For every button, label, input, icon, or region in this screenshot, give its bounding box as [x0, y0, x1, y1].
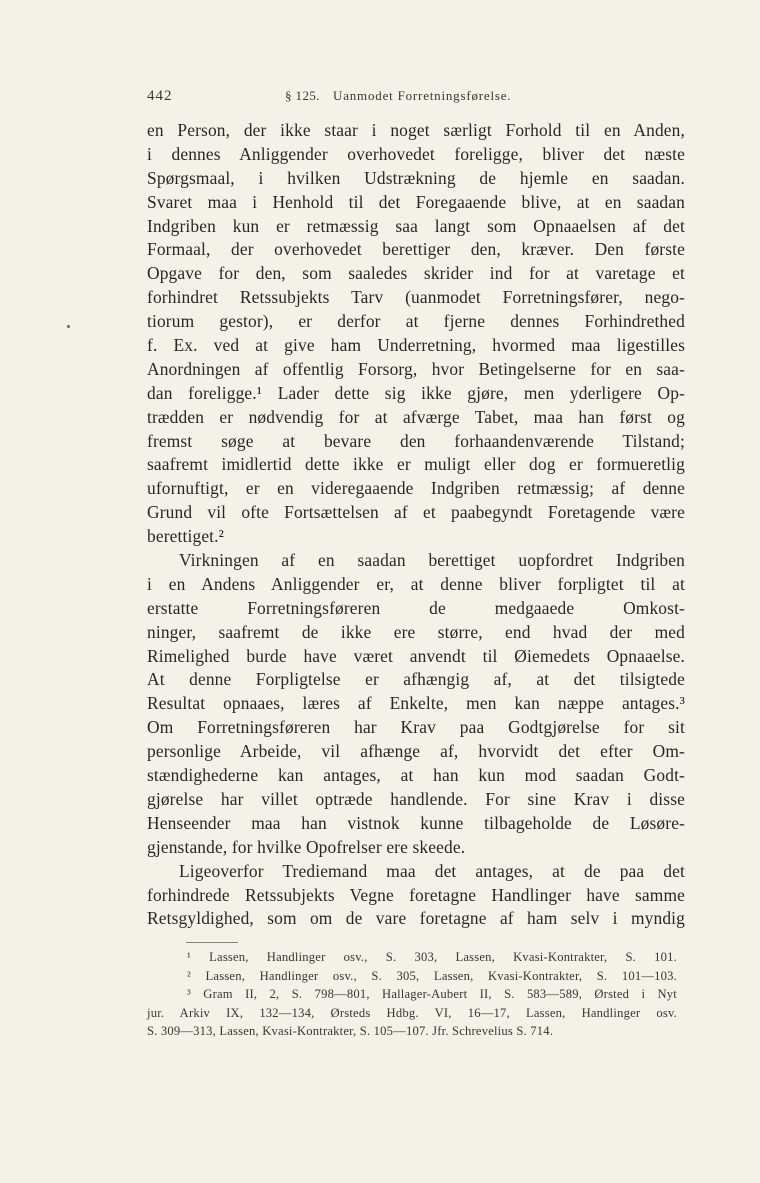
text-line: Formaal, der overhovedet berettiger den, kræver. Den første [147, 239, 685, 260]
text-line: Svaret maa i Henhold til det Foregaaende blive, at en saadan [147, 191, 685, 212]
text-line: berettiget.² [147, 526, 225, 547]
text-line: Om Forretningsføreren har Krav paa Godtgjørelse for sit [147, 717, 685, 738]
text-line: tiorum gestor), er derfor at fjerne dennes Forhindrethed [147, 311, 685, 332]
page-number: 442 [147, 88, 173, 104]
text-line: gjenstande, for hvilke Opofrelser ere skeede. [147, 836, 466, 857]
text-line: Retsgyldighed, som om de vare foretagne af ham selv i myndig [147, 908, 685, 929]
text-line: forhindrede Retssubjekts Vegne foretagne Handlinger have samme [147, 884, 685, 905]
margin-dot [67, 325, 70, 328]
text-line: stændighederne kan antages, at han kun mod saadan Godt- [147, 765, 685, 786]
running-header [147, 86, 658, 110]
text-line: At denne Forpligtelse er afhængig af, at det tilsigtede [147, 669, 685, 690]
footnote-1: ¹ Lassen, Handlinger osv., S. 303, Lassen, Kvasi-Kontrakter, S. 101. [187, 950, 677, 964]
running-title: Uanmodet Forretningsførelse. [333, 88, 512, 103]
text-line: i en Andens Anliggender er, at denne bliver forpligtet til at [147, 573, 685, 594]
text-line: Resultat opnaaes, læres af Enkelte, men kan næppe antages.³ [147, 693, 685, 714]
text-line: i dennes Anliggender overhovedet foreligge, bliver det næste [147, 143, 685, 164]
text-line: erstatte Forretningsføreren de medgaaede Omkost- [147, 597, 685, 618]
section-number: § 125. [285, 88, 320, 103]
footnote-2: ² Lassen, Handlinger osv., S. 305, Lassen, Kvasi-Kontrakter, S. 101—103. [187, 968, 677, 983]
text-line: Indgriben kun er retmæssig saa langt som Opnaaelsen af det [147, 215, 685, 236]
footnote-3-cont: S. 309—313, Lassen, Kvasi-Kontrakter, S. 105—107. Jfr. Schrevelius S. 714. [147, 1024, 554, 1039]
text-line: Spørgsmaal, i hvilken Udstrækning de hjemle en saadan. [147, 167, 685, 188]
text-line: Rimelighed burde have været anvendt til Øiemedets Opnaaelse. [147, 645, 685, 666]
text-line: Anordningen af offentlig Forsorg, hvor Betingelserne for en saa- [147, 358, 685, 379]
text-line: trædden er nødvendig for at afværge Tabet, maa han først og [147, 406, 685, 427]
text-line: Grund vil ofte Fortsættelsen af et paabegyndt Foretagende være [147, 502, 685, 523]
text-line: forhindret Retssubjekts Tarv (uanmodet Forretningsfører, nego- [147, 287, 685, 308]
text-line: gjørelse har villet optræde handlende. For sine Krav i disse [147, 788, 685, 809]
text-line: saafremt imidlertid dette ikke er muligt eller dog er formueretlig [147, 454, 685, 475]
footnote-3-cont: jur. Arkiv IX, 132—134, Ørsteds Hdbg. VI, 16—17, Lassen, Handlinger osv. [147, 1005, 677, 1020]
text-line: f. Ex. ved at give ham Underretning, hvormed maa ligestilles [147, 335, 685, 356]
text-line: fremst søge at bevare den forhaandenværende Tilstand; [147, 430, 685, 451]
text-line: Virkningen af en saadan berettiget uopfordret Indgriben [179, 550, 685, 571]
text-line: ufornuftigt, er en videregaaende Indgriben retmæssig; af denne [147, 478, 685, 499]
footnote-3: ³ Gram II, 2, S. 798—801, Hallager-Aubert II, S. 583—589, Ørsted i Nyt [187, 987, 677, 1002]
text-line: Henseender maa han vistnok kunne tilbageholde de Løsøre- [147, 812, 685, 833]
text-line: en Person, der ikke staar i noget særligt Forhold til en Anden, [147, 120, 685, 140]
body-text [147, 119, 685, 931]
footnote-divider [186, 942, 238, 943]
text-line: ninger, saafremt de ikke ere større, end hvad der med [147, 621, 685, 642]
text-line: dan foreligge.¹ Lader dette sig ikke gjøre, men yderligere Op- [147, 382, 685, 403]
text-line: Opgave for den, som saaledes skrider ind for at varetage et [147, 263, 685, 284]
text-line: Ligeoverfor Trediemand maa det antages, at de paa det [179, 860, 685, 881]
footnotes [147, 948, 677, 1041]
text-line: personlige Arbeide, vil afhænge af, hvorvidt det efter Om- [147, 741, 685, 762]
